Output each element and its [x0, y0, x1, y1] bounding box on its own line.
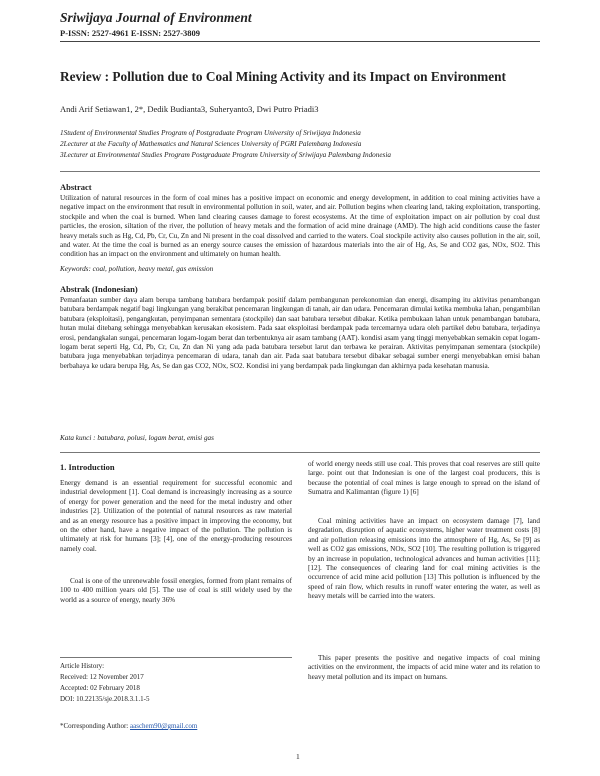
- affiliation-3: 3Lecturer at Environmental Studies Program Postgraduate Program University of Sriwijaya Palembang Indonesia: [60, 151, 391, 159]
- header-divider: [60, 41, 540, 42]
- accepted-date: Accepted: 02 February 2018: [60, 684, 140, 692]
- paper-title: Review : Pollution due to Coal Mining Activity and its Impact on Environment: [60, 69, 506, 84]
- intro-paragraph: Energy demand is an essential requirement for successful economic and industrial development [1]. Coal demand is increasingly increasing as a source of energy for power generation and the need for the metal industry and other industries [2]. Utilization of the potential of natural resources as raw material and as an energy resource has a positive impact in improving the economy, but on the other hand, have a negative impact of the pollution. The pollution is ultimately at risk for humans [3]; [4], one of the energy-producing resources namely coal.: [60, 479, 292, 553]
- section-divider: [60, 452, 540, 453]
- page-number: 1: [296, 752, 300, 761]
- abstract-keywords: Keywords: coal, pollution, heavy metal, gas emission: [60, 265, 214, 273]
- received-date: Received: 12 November 2017: [60, 673, 144, 681]
- corresponding-author: [60, 722, 197, 732]
- corresponding-label: *Corresponding Author:: [60, 722, 129, 730]
- intro-heading: 1. Introduction: [60, 462, 115, 472]
- intro-paragraph: This paper presents the positive and negative impacts of coal mining activities on the environment, the impacts of acid mine water and its relation to heavy metal pollution and its impact on humans.: [308, 654, 540, 681]
- intro-paragraph: Coal mining activities have an impact on ecosystem damage [7], land degradation, disruption of aquatic ecosystems, higher water treatment costs [8] and air pollution releasing emissions into the atmosphere of Hg, As, Se [9] as well as CO2 gas emissions, NOx, SO2 [10]. The resulting pollution is triggered by an increase in population, technological advances and human activities [11]; [12]. The consequences of clearing land for coal mining activities is the occurrence of acid mine acid pollution [13] This pollution is influenced by the speed of rain flow, which results in runoff water entering the water, as well as heavy metals will be carried into the waters.: [308, 517, 540, 601]
- article-history-label: Article History:: [60, 662, 105, 670]
- journal-issn: P-ISSN: 2527-4961 E-ISSN: 2527-3809: [60, 28, 201, 38]
- abstrak-heading: Abstrak (Indonesian): [60, 284, 138, 294]
- affiliation-1: 1Student of Environmental Studies Program of Postgraduate Program University of Sriwijaya Indonesia: [60, 129, 361, 137]
- intro-paragraph: of world energy needs still use coal. This proves that coal reserves are still quite large. point out that Indonesian is one of the largest coal producers, this is because the potential of coal mines is large enough to spread on the island of Sumatra and Kalimantan (figure 1) [6]: [308, 460, 540, 497]
- intro-paragraph: Coal is one of the unrenewable fossil energies, formed from plant remains of 100 to 400 million years old [5]. The use of coal is still widely used by the world as a source of energy, nearly 36%: [60, 577, 292, 604]
- author-email-link[interactable]: aaschem90@gmail.com: [130, 722, 198, 730]
- history-divider: [60, 657, 292, 658]
- abstrak-text: Pemanfaatan sumber daya alam berupa tambang batubara berdampak positif dalam pembangunan perekonomian dan energi, disamping itu aktivitas penambangan batubara berdampak negatif bagi lingkungan yang berakibat pencemaran lingkungan di tanah, air dan udara. Pencemaran dimulai ketika membuka lahan, pengambilan batubara (eksploitasi), pengangkutan, penyimpanan sementara (stockpile) dan saat batubara tersebut dibakar. Ketika pembukaan lahan untuk penambangan batubara, hutan mulai ditebang sehingga menyebabkan kerusakan ekosistem. Pada saat eksploitasi berdampak pada tercemarnya udara oleh partikel debu batubara, terjadinya erosi, pendangkalan sungai, pencemaran logam-logam berat dan terbentuknya air asam tambang (AAT). kondisi asam yang tinggi menyebabkan semakin cepat logam-logam berat seperti Hg, Cd, Pb, Cr, Cu, Zn dan Ni yang ada pada batubara tersebut larut dan terbawa ke perairan. Aktivitas penyimpanan sementara (stockpile) batubara juga menyebabkan terjadinya pencemaran di udara, tanah dan air. Pada saat batubara tersebut dibakar sebagai sumber energi menyebabkan emisi bahan berbahaya ke udara berupa Hg, As, Se dan gas CO2, NOx, SO2. Kondisi ini yang berdampak pada lingkungan dan akhirnya pada kesehatan manusia.: [60, 296, 540, 370]
- author-list: Andi Arif Setiawan1, 2*, Dedik Budianta3, Suheryanto3, Dwi Putro Priadi3: [60, 104, 319, 114]
- journal-name: Sriwijaya Journal of Environment: [60, 10, 252, 25]
- abstrak-keywords: Kata kunci : batubara, polusi, logam berat, emisi gas: [60, 434, 214, 442]
- abstract-heading: Abstract: [60, 182, 92, 192]
- affiliation-2: 2Lecturer at the Faculty of Mathematics and Natural Sciences University of PGRI Palembang Indonesia: [60, 140, 362, 148]
- section-divider: [60, 171, 540, 172]
- doi[interactable]: DOI: 10.22135/sje.2018.3.1.1-5: [60, 695, 150, 703]
- abstract-text: Utilization of natural resources in the form of coal mines has a positive impact on economic and energy development, in addition to coal mining activities have a negative impact on the environment that result in environmental pollution in soil, water, and air. Pollution begins when clearing land, taking exploitation, transporting, stockpile and when the coal is burned. When land clearing causes damage to forest ecosystems. At the time of exploitation impact on air pollution by coal dust particles, the erosion, siltation of the river, the pollution of heavy metals and the formation of acid mine drainage (AMD). The high acid conditions cause the faster heavy metals such as Hg, Cd, Pb, Cr, Cu, Zn and Ni present in the coal dissolved and carried to the waters. Coal stockpile activity also causes pollution in the air, soil, and water. At the time the coal is burned as an energy source causes the emission of hazardous materials into the air of Hg, As, Se and CO2 gas, NOx, SO2. This condition has an impact on the environment and ultimately on human health.: [60, 194, 540, 259]
